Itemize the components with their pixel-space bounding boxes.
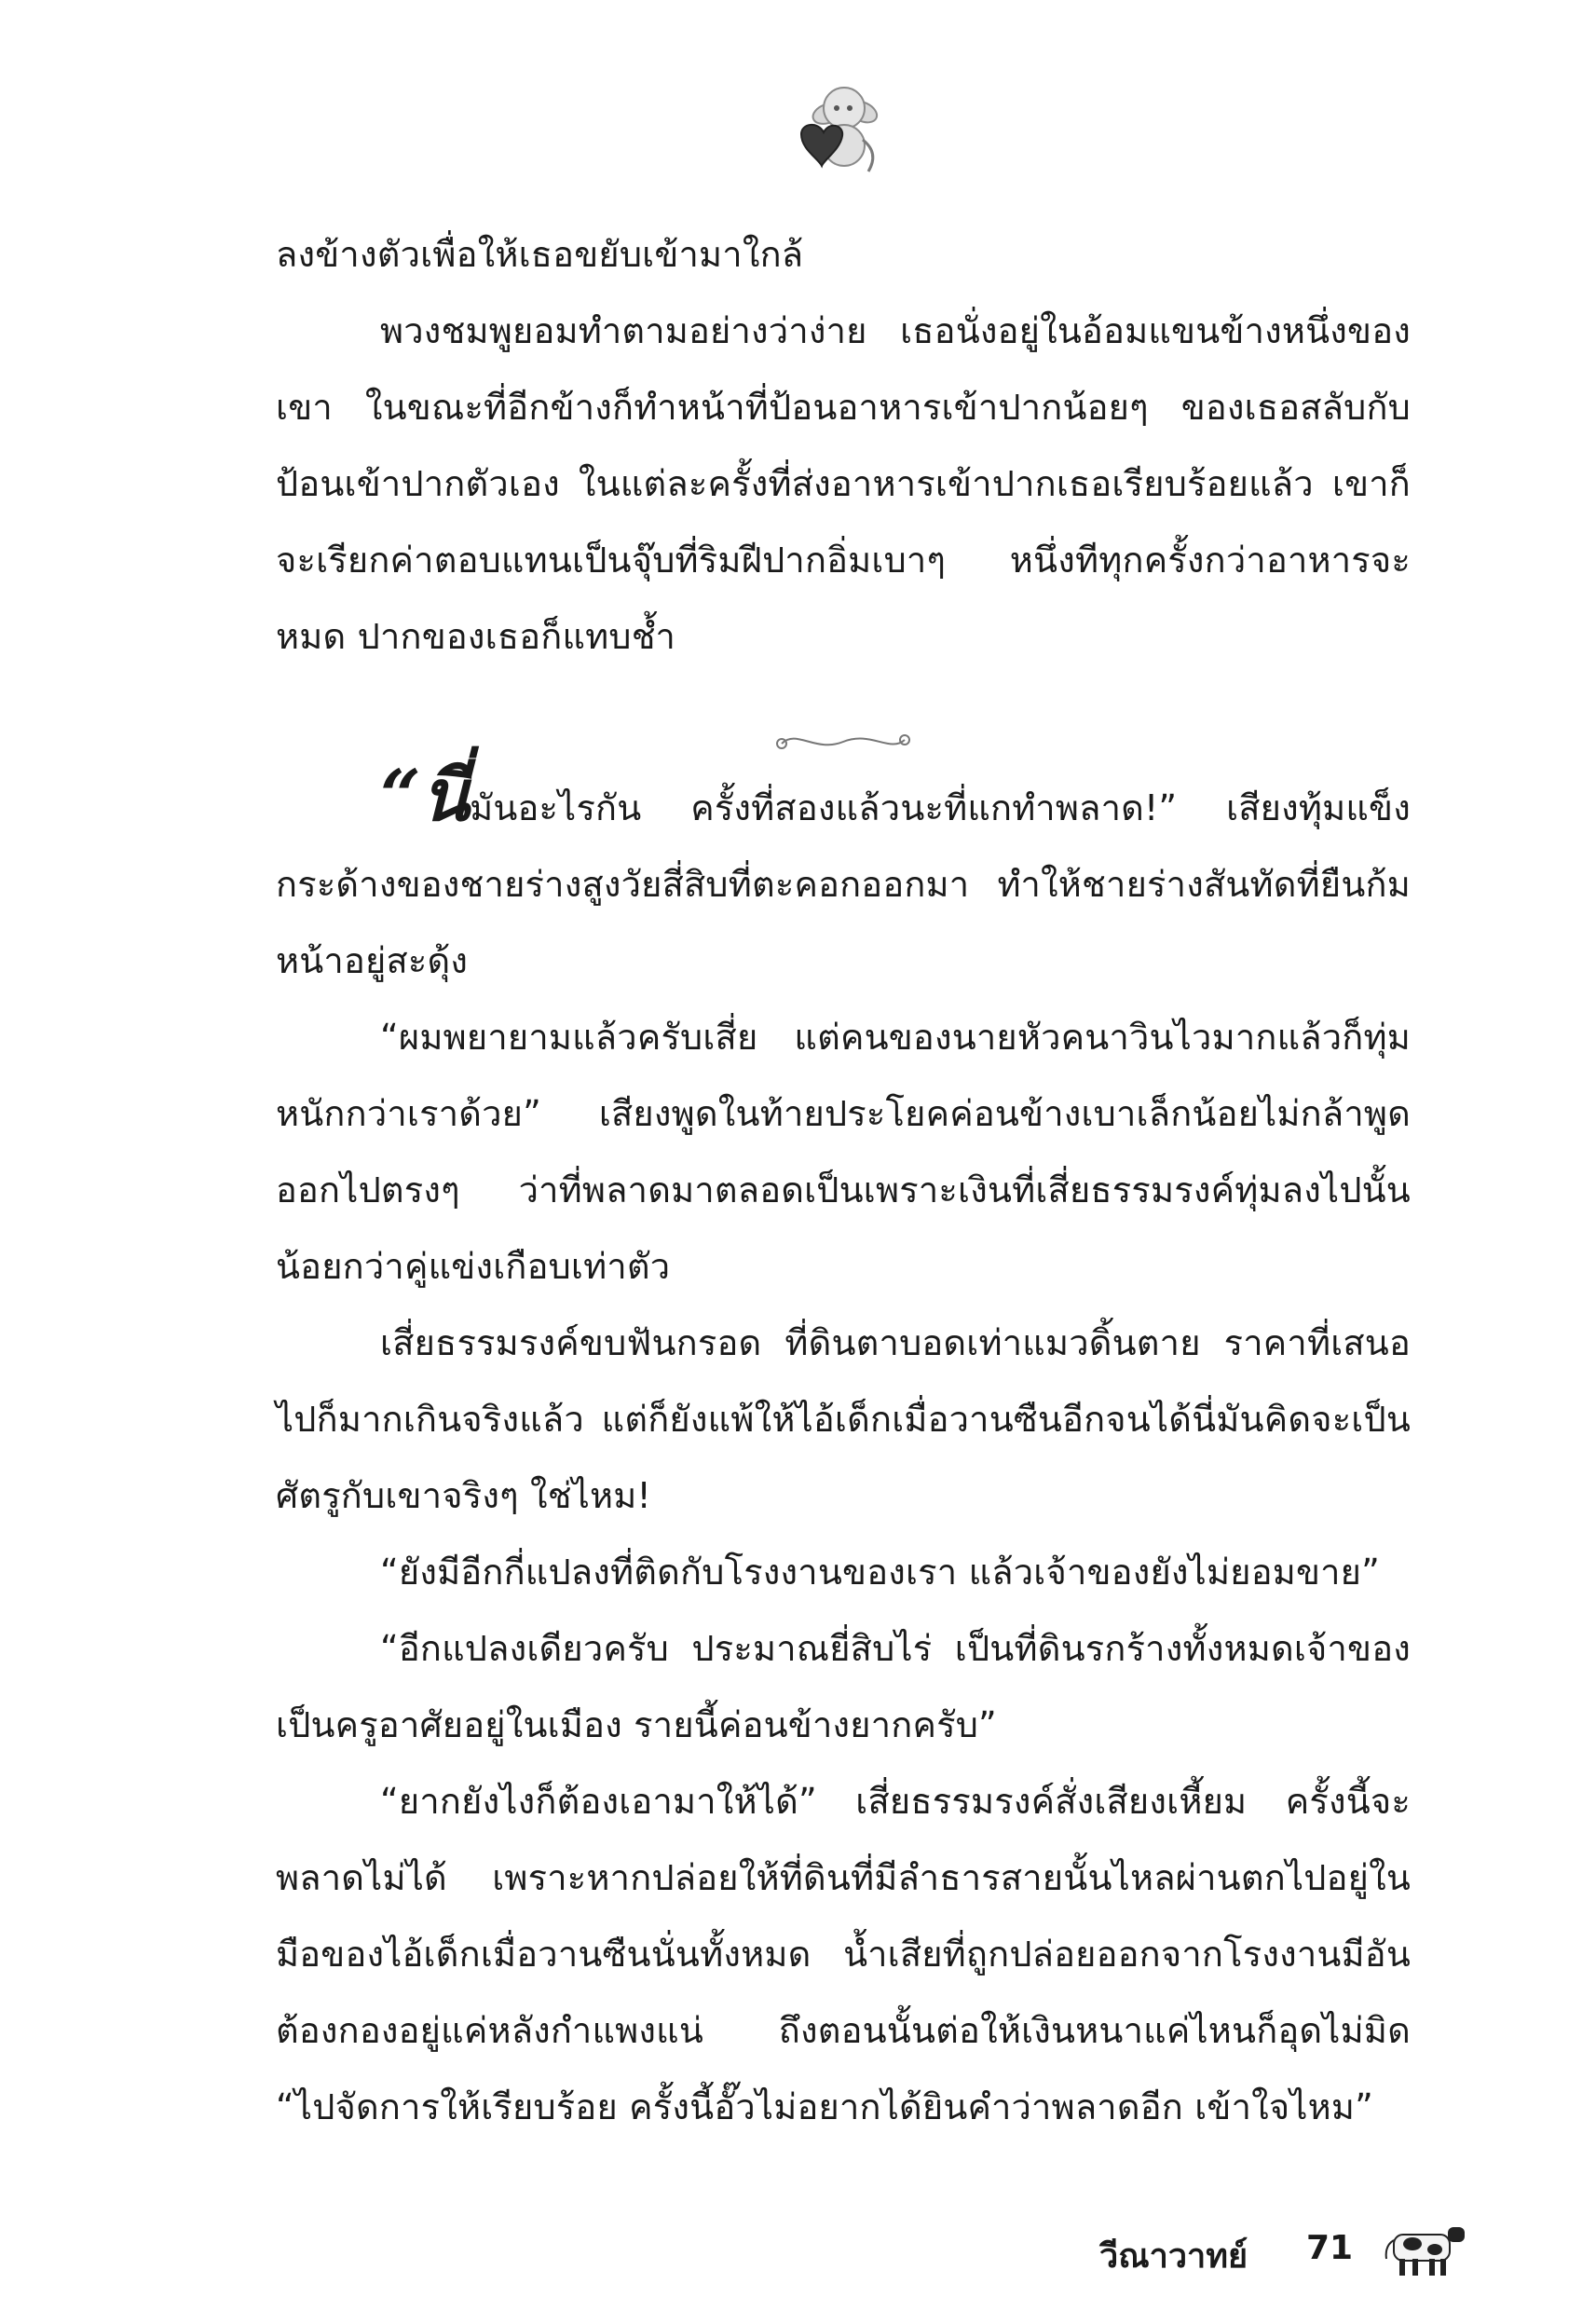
drop-cap: “นี่: [380, 754, 471, 837]
paragraph: “ยากยังไงก็ต้องเอามาให้ได้” เสี่ยธรรมรงค์สั่งเสียงเหี้ยม ครั้งนี้จะพลาดไม่ได้ เพราะหากปล่อยให้ที่ดินที่มีลำธารสายนั้นไหลผ่านตกไปอยู่ในมือของไอ้เด็กเมื่อวานซืนนั่นทั้งหมด น้ำเสียที่ถูกปล่อยออกจากโรงงานมีอันต้องกองอยู่แค่หลังกำแพงแน่ ถึงตอนนั้นต่อให้เงินหนาแค่ไหนก็อุดไม่มิด “ไปจัดการให้เรียบร้อย ครั้งนี้อั๊วไม่อยากได้ยินคำว่าพลาดอีก เข้าใจไหม”: [276, 1781, 1411, 2127]
page-body: [276, 216, 1411, 2145]
paragraph: ลงข้างตัวเพื่อให้เธอขยับเข้ามาใกล้: [276, 234, 804, 275]
ornament-icon: [769, 723, 918, 760]
paragraph: เสี่ยธรรมรงค์ขบฟันกรอด ที่ดินตาบอดเท่าแมวดิ้นตาย ราคาที่เสนอไปก็มากเกินจริงแล้ว แต่ก็ยังแพ้ให้ไอ้เด็กเมื่อวานซืนอีกจนได้นี่มันคิดจะเป็นศัตรูกับเขาจริงๆ ใช่ไหม!: [276, 1322, 1411, 1516]
page-footer: [1099, 2218, 1472, 2283]
paragraph: พวงชมพูยอมทำตามอย่างว่าง่าย เธอนั่งอยู่ในอ้อมแขนข้างหนึ่งของเขา ในขณะที่อีกข้างก็ทำหน้าที่ป้อนอาหารเข้าปากน้อยๆ ของเธอสลับกับป้อนเข้าปากตัวเอง ในแต่ละครั้งที่ส่งอาหารเข้าปากเธอเรียบร้อยแล้ว เขาก็จะเรียกค่าตอบแทนเป็นจุ๊บที่ริมฝีปากอิ่มเบาๆ หนึ่งทีทุกครั้งกว่าอาหารจะหมด ปากของเธอก็แทบช้ำ: [276, 310, 1411, 657]
paragraph-text: มันอะไรกัน ครั้งที่สองแล้วนะที่แกทำพลาด!” เสียงทุ้มแข็งกระด้างของชายร่างสูงวัยสี่สิบที่ตะคอกออกมา ทำให้ชายร่างสันทัดที่ยืนก้มหน้าอยู่สะดุ้ง: [276, 787, 1411, 981]
cupid-icon: [783, 75, 894, 177]
book-title: วีณาวาทย์: [1099, 2237, 1248, 2276]
paragraph: “ผมพยายามแล้วครับเสี่ย แต่คนของนายหัวคนาวินไวมากแล้วก็ทุ่มหนักกว่าเราด้วย” เสียงพูดในท้ายประโยคค่อนข้างเบาเล็กน้อยไม่กล้าพูดออกไปตรงๆ ว่าที่พลาดมาตลอดเป็นเพราะเงินที่เสี่ยธรรมรงค์ทุ่มลงไปนั้นน้อยกว่าคู่แข่งเกือบเท่าตัว: [276, 1017, 1411, 1287]
cow-icon: [1377, 2218, 1470, 2279]
paragraph: “ยังมีอีกกี่แปลงที่ติดกับโรงงานของเรา แล้วเจ้าของยังไม่ยอมขาย”: [380, 1552, 1381, 1593]
page-number: 71: [1306, 2229, 1354, 2267]
paragraph: [276, 754, 1411, 999]
paragraph: “อีกแปลงเดียวครับ ประมาณยี่สิบไร่ เป็นที่ดินรกร้างทั้งหมดเจ้าของเป็นครูอาศัยอยู่ในเมือง รายนี้ค่อนข้างยากครับ”: [276, 1628, 1411, 1745]
